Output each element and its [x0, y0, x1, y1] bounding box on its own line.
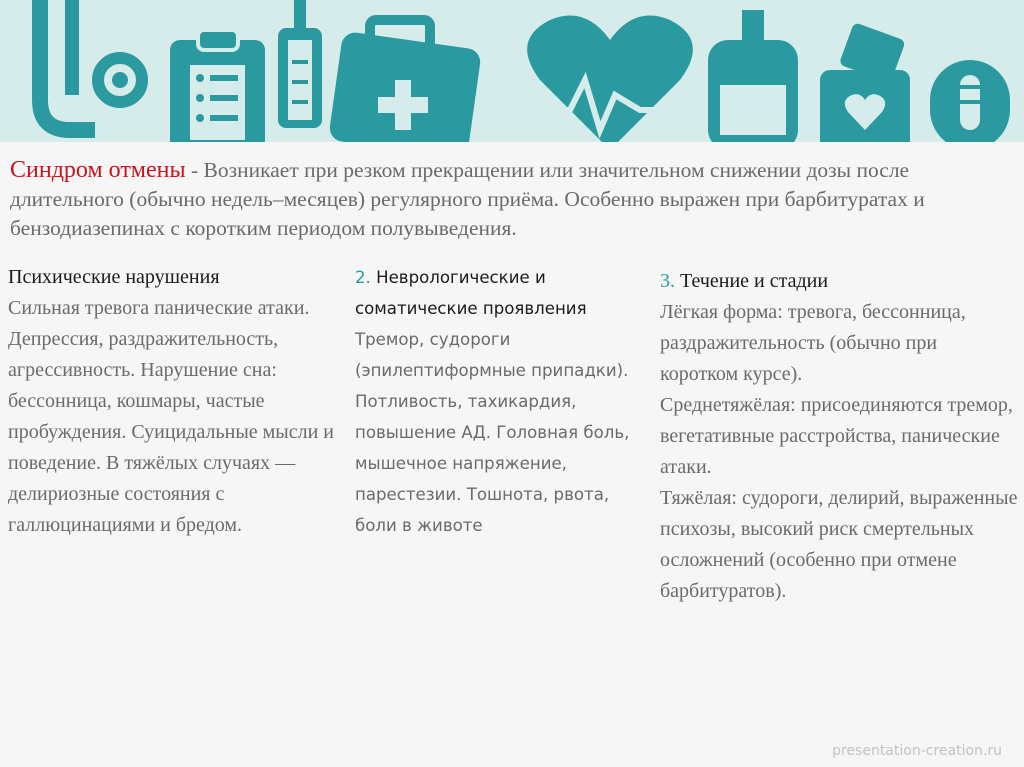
- column-heading: [660, 266, 1020, 297]
- footer-watermark: presentation-creation.ru: [832, 743, 1002, 759]
- clipboard-icon: [170, 30, 265, 142]
- column-number: 3.: [660, 270, 675, 292]
- slide-content: [0, 142, 1024, 767]
- column-heading: Психические нарушения: [8, 266, 220, 288]
- column-body: Тремор, судороги (эпилептиформные припадки). Потливость, тахикардия, повышение АД. Головная боль, мышечное напряжение, парестезии. Тошнота, рвота, боли в животе: [355, 330, 630, 535]
- column-body: Сильная тревога панические атаки. Депрессия, раздражительность, агрессивность. Нарушение сна: бессонница, кошмары, частые пробуждения. Суицидальные мысли и поведение. В тяжёлых случаях — делириозные состояния с галлюцинациями и бредом.: [8, 297, 334, 536]
- column-heading-text: Течение и стадии: [680, 270, 829, 292]
- column-heading: [355, 262, 647, 324]
- stage-moderate: Среднетяжёлая: присоединяются тремор, вегетативные расстройства, панические атаки.: [660, 394, 1013, 478]
- thermometer-icon: [930, 60, 1010, 142]
- intro-text: Возникает при резком прекращении или значительном снижении дозы после длительного (обычно недель–месяцев) регулярного приёма. Особенно выражен при барбитуратах и бензодиазепинах с коротким периодом полувыведения.: [10, 158, 925, 240]
- header-banner: [0, 0, 1024, 142]
- intro-paragraph: [10, 156, 1010, 243]
- stage-mild: Лёгкая форма: тревога, бессонница, раздражительность (обычно при коротком курсе).: [660, 301, 966, 385]
- stage-severe: Тяжёлая: судороги, делирий, выраженные психозы, высокий риск смертельных осложнений (особенно при отмене барбитуратов).: [660, 487, 1018, 602]
- column-course-stages: [660, 266, 1020, 607]
- column-number: 2.: [355, 268, 371, 287]
- column-neurological: [355, 262, 647, 541]
- intro-dash: -: [185, 158, 204, 182]
- column-heading-text: Неврологические и соматические проявления: [355, 268, 587, 318]
- intro-term: Синдром отмены: [10, 157, 186, 183]
- column-mental-disorders: [8, 262, 340, 541]
